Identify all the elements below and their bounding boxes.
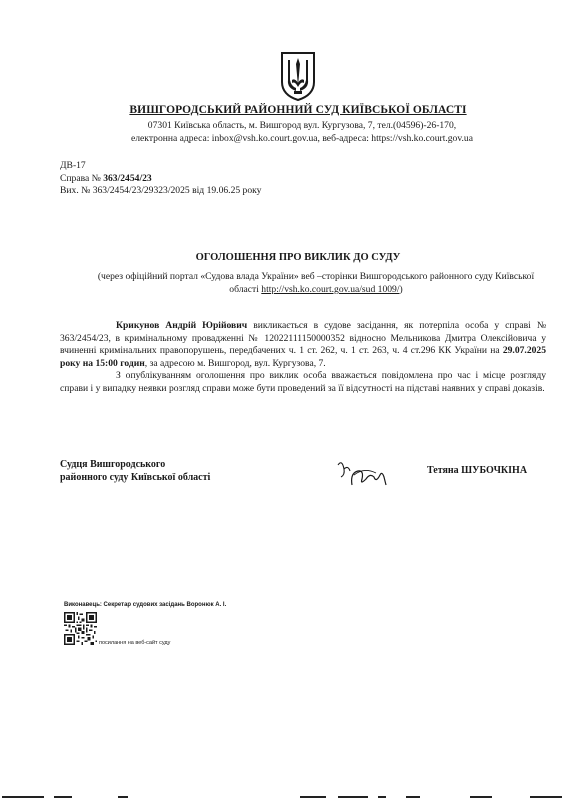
outgoing-date-prefix: від xyxy=(189,185,207,196)
form-code: ДВ-17 xyxy=(60,160,86,171)
outgoing-date: 19.06.25 xyxy=(206,185,241,196)
summoned-person: Крикунов Андрій Юрійович xyxy=(116,320,248,331)
outgoing-number: 363/2454/23/29323/2025 xyxy=(92,185,190,196)
signer-title-line2: районного суду Київської області xyxy=(60,472,211,483)
scan-edge-artifacts xyxy=(0,794,566,800)
summons-text: викликається в судове засідання, як потерпіла особа у справі № 363/2454/23, в кримінальному провадженні № 12022111150000352 відносно Мельникова Дмитра Олексійовича у вчиненні кримінальних правопорушень, передбачених ч. 1 ст. 262, ч. 1 ст. 263, ч. 4 ст.296 КК України на xyxy=(60,320,546,357)
qr-code-icon[interactable] xyxy=(64,612,97,645)
publication-note xyxy=(86,270,546,296)
handwritten-signature xyxy=(334,455,390,493)
outgoing-label: Вих. № xyxy=(60,185,93,196)
signer-title-line1: Судця Вишгородського xyxy=(60,459,166,470)
qr-caption: посилання на веб-сайт суду xyxy=(99,640,171,646)
case-line xyxy=(60,173,261,186)
address-line: 07301 Київська область, м. Вишгород вул. Кургузова, 7, тел.(04596)-26-170, xyxy=(147,120,457,131)
outgoing-date-suffix: року xyxy=(240,185,262,196)
signer-title xyxy=(60,458,210,484)
summons-paragraph xyxy=(60,320,546,370)
court-address xyxy=(0,119,566,145)
trident-coat-of-arms-icon xyxy=(279,50,317,102)
publication-close: ) xyxy=(399,284,403,295)
case-number: 363/2454/23 xyxy=(103,172,152,184)
notice-title: ОГОЛОШЕННЯ ПРО ВИКЛИК ДО СУДУ xyxy=(195,252,401,263)
court-portal-link[interactable]: http://vsh.ko.court.gov.ua/sud 1009/ xyxy=(261,284,400,295)
executor-line: Виконавець: Секретар судових засідань Воронюк А. І. xyxy=(64,602,227,608)
notice-body xyxy=(60,320,546,396)
consequences-paragraph: З опублікуванням оголошення про виклик особа вважається повідомлена про час і місце розгляду справи і у випадку неявки розгляд справи може бути проведений за її відсутності на підставі наявних у справі доказів. xyxy=(60,370,546,394)
case-label: Справа № xyxy=(60,172,104,184)
court-name: ВИШГОРОДСЬКИЙ РАЙОННИЙ СУД КИЇВСЬКОЇ ОБЛАСТІ xyxy=(129,104,467,116)
document-meta xyxy=(60,160,261,198)
outgoing-line xyxy=(60,185,261,198)
contacts-line: електронна адреса: inbox@vsh.ko.court.gov.ua, веб-адреса: https://vsh.ko.court.gov.ua xyxy=(131,133,473,144)
hearing-address: , за адресою м. Вишгород, вул. Кургузова, 7. xyxy=(144,357,326,369)
signer-name: Тетяна ШУБОЧКІНА xyxy=(427,465,528,476)
hearing-datetime: 29.07.2025 року на 15:00 годин xyxy=(60,345,546,369)
publication-text: (через офіційний портал «Судова влада України» веб –сторінки Вишгородського районного суду Київської області xyxy=(97,271,535,295)
